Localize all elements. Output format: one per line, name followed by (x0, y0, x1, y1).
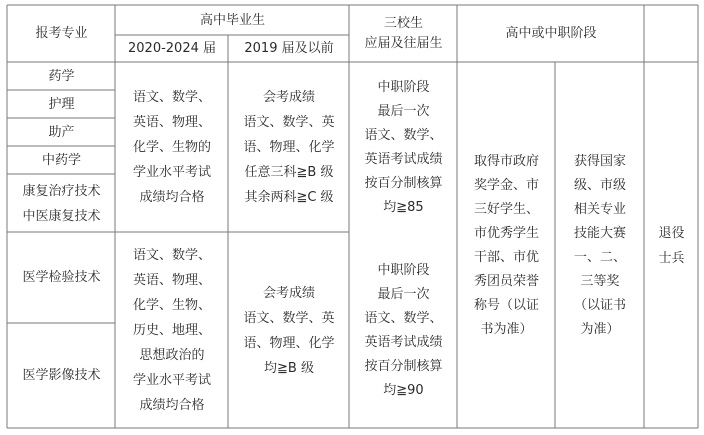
award-city-honor: 取得市政府 奖学金、市 三好学生、 市优秀学生 干部、市优 秀团员荣誉 称号（以证 书为准） (473, 153, 539, 337)
major-nursing: 护理 (48, 96, 75, 112)
major-medical-lab: 医学检验技术 (22, 270, 101, 285)
major-tcm-pharmacy: 中药学 (41, 152, 81, 168)
header-high-school-graduates: 高中毕业生 (199, 12, 265, 28)
group1-hs-2020-requirement: 语文、数学、 英语、物理、 化学、生物的 学业水平考试 成绩均合格 (132, 90, 211, 205)
header-major: 报考专业 (35, 26, 88, 41)
group2-hs-2020-requirement: 语文、数学、 英语、物理、 化学、生物、 历史、地理、 思想政治的 学业水平考试 成绩均合格 (132, 248, 211, 413)
veteran-soldier: 退役 士兵 (658, 225, 685, 266)
group2-hs-2019-requirement: 会考成绩 语文、数学、英 语、物理、化学 均≧B 级 (243, 285, 335, 376)
header-three-school-students: 三校生 应届及往届生 (364, 16, 443, 51)
major-pharmacy: 药学 (48, 68, 75, 84)
major-midwifery: 助产 (48, 124, 75, 140)
group1-three-school-requirement: 中职阶段 最后一次 语文、数学、 英语考试成绩 按百分制核算 均≧85 (364, 79, 443, 215)
header-hs-2020-2024: 2020-2024 届 (128, 41, 216, 56)
award-skill-competition: 获得国家 级、市级 相关专业 技能大赛 一、二、 三等奖 （以证书 为准） (573, 153, 626, 337)
group2-three-school-requirement: 中职阶段 最后一次 语文、数学、 英语考试成绩 按百分制核算 均≧90 (364, 262, 443, 398)
group1-hs-2019-requirement: 会考成绩 语文、数学、英 语、物理、化学 任意三科≧B 级 其余两科≧C 级 (243, 90, 335, 205)
major-rehabilitation: 康复治疗技术 中医康复技术 (22, 183, 101, 224)
major-medical-imaging: 医学影像技术 (22, 368, 101, 383)
header-hs-2019-earlier: 2019 届及以前 (244, 41, 334, 56)
header-empty (645, 6, 698, 62)
header-hs-or-vocational: 高中或中职阶段 (505, 26, 597, 41)
